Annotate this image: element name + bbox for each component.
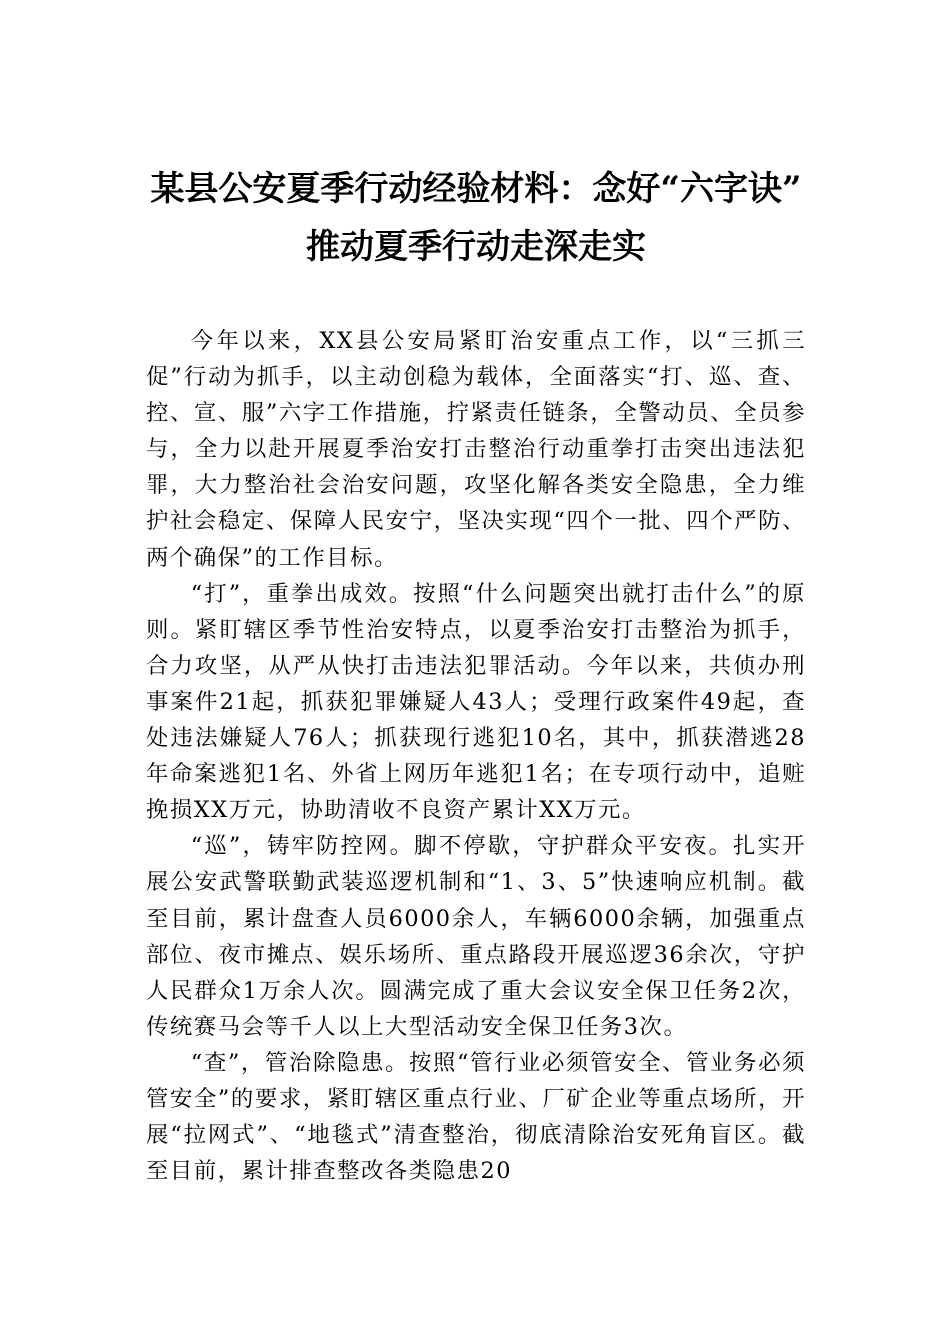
paragraph-intro: 今年以来，XX县公安局紧盯治安重点工作，以“三抓三促”行动为抓手，以主动创稳为载体，全面落实“打、巡、查、控、宣、服”六字工作措施，拧紧责任链条，全警动员、全员参与，全力以赴开展夏季治安打击整治行动重拳打击突出违法犯罪，大力整治社会治安问题，攻坚化解各类安全隐患，全力维护社会稳定、保障人民安宁，坚决实现“四个一批、四个严防、两个确保”的工作目标。 [146,328,806,571]
paragraph-xun: “巡”，铸牢防控网。脚不停歇，守护群众平安夜。扎实开展公安武警联勤武装巡逻机制和“1、3、5”快速响应机制。截至目前，累计盘查人员6000余人，车辆6000余辆，加强重点部位、夜市摊点、娱乐场所、重点路段开展巡逻36余次，守护人民群众1万余人次。圆满完成了重大会议安全保卫任务2次，传统赛马会等千人以上大型活动安全保卫任务3次。 [146,833,806,1040]
paragraph-da: “打”，重拳出成效。按照“什么问题突出就打击什么”的原则。紧盯辖区季节性治安特点，以夏季治安打击整治为抓手，合力攻坚，从严从快打击违法犯罪活动。今年以来，共侦办刑事案件21起，抓获犯罪嫌疑人43人；受理行政案件49起，查处违法嫌疑人76人；抓获现行逃犯10名，其中，抓获潜逃28年命案逃犯1名、外省上网历年逃犯1名；在专项行动中，追赃挽损XX万元，协助清收不良资产累计XX万元。 [146,580,806,824]
document-title: 某县公安夏季行动经验材料：念好“六字诀” 推动夏季行动走深走实 [150,169,802,267]
paragraph-cha: “查”，管治除隐患。按照“管行业必须管安全、管业务必须管安全”的要求，紧盯辖区重点行业、厂矿企业等重点场所，开展“拉网式”、“地毯式”清查整治，彻底清除治安死角盲区。截至目前，累计排查整改各类隐患20 [146,1049,806,1185]
document-body [146,323,806,1189]
